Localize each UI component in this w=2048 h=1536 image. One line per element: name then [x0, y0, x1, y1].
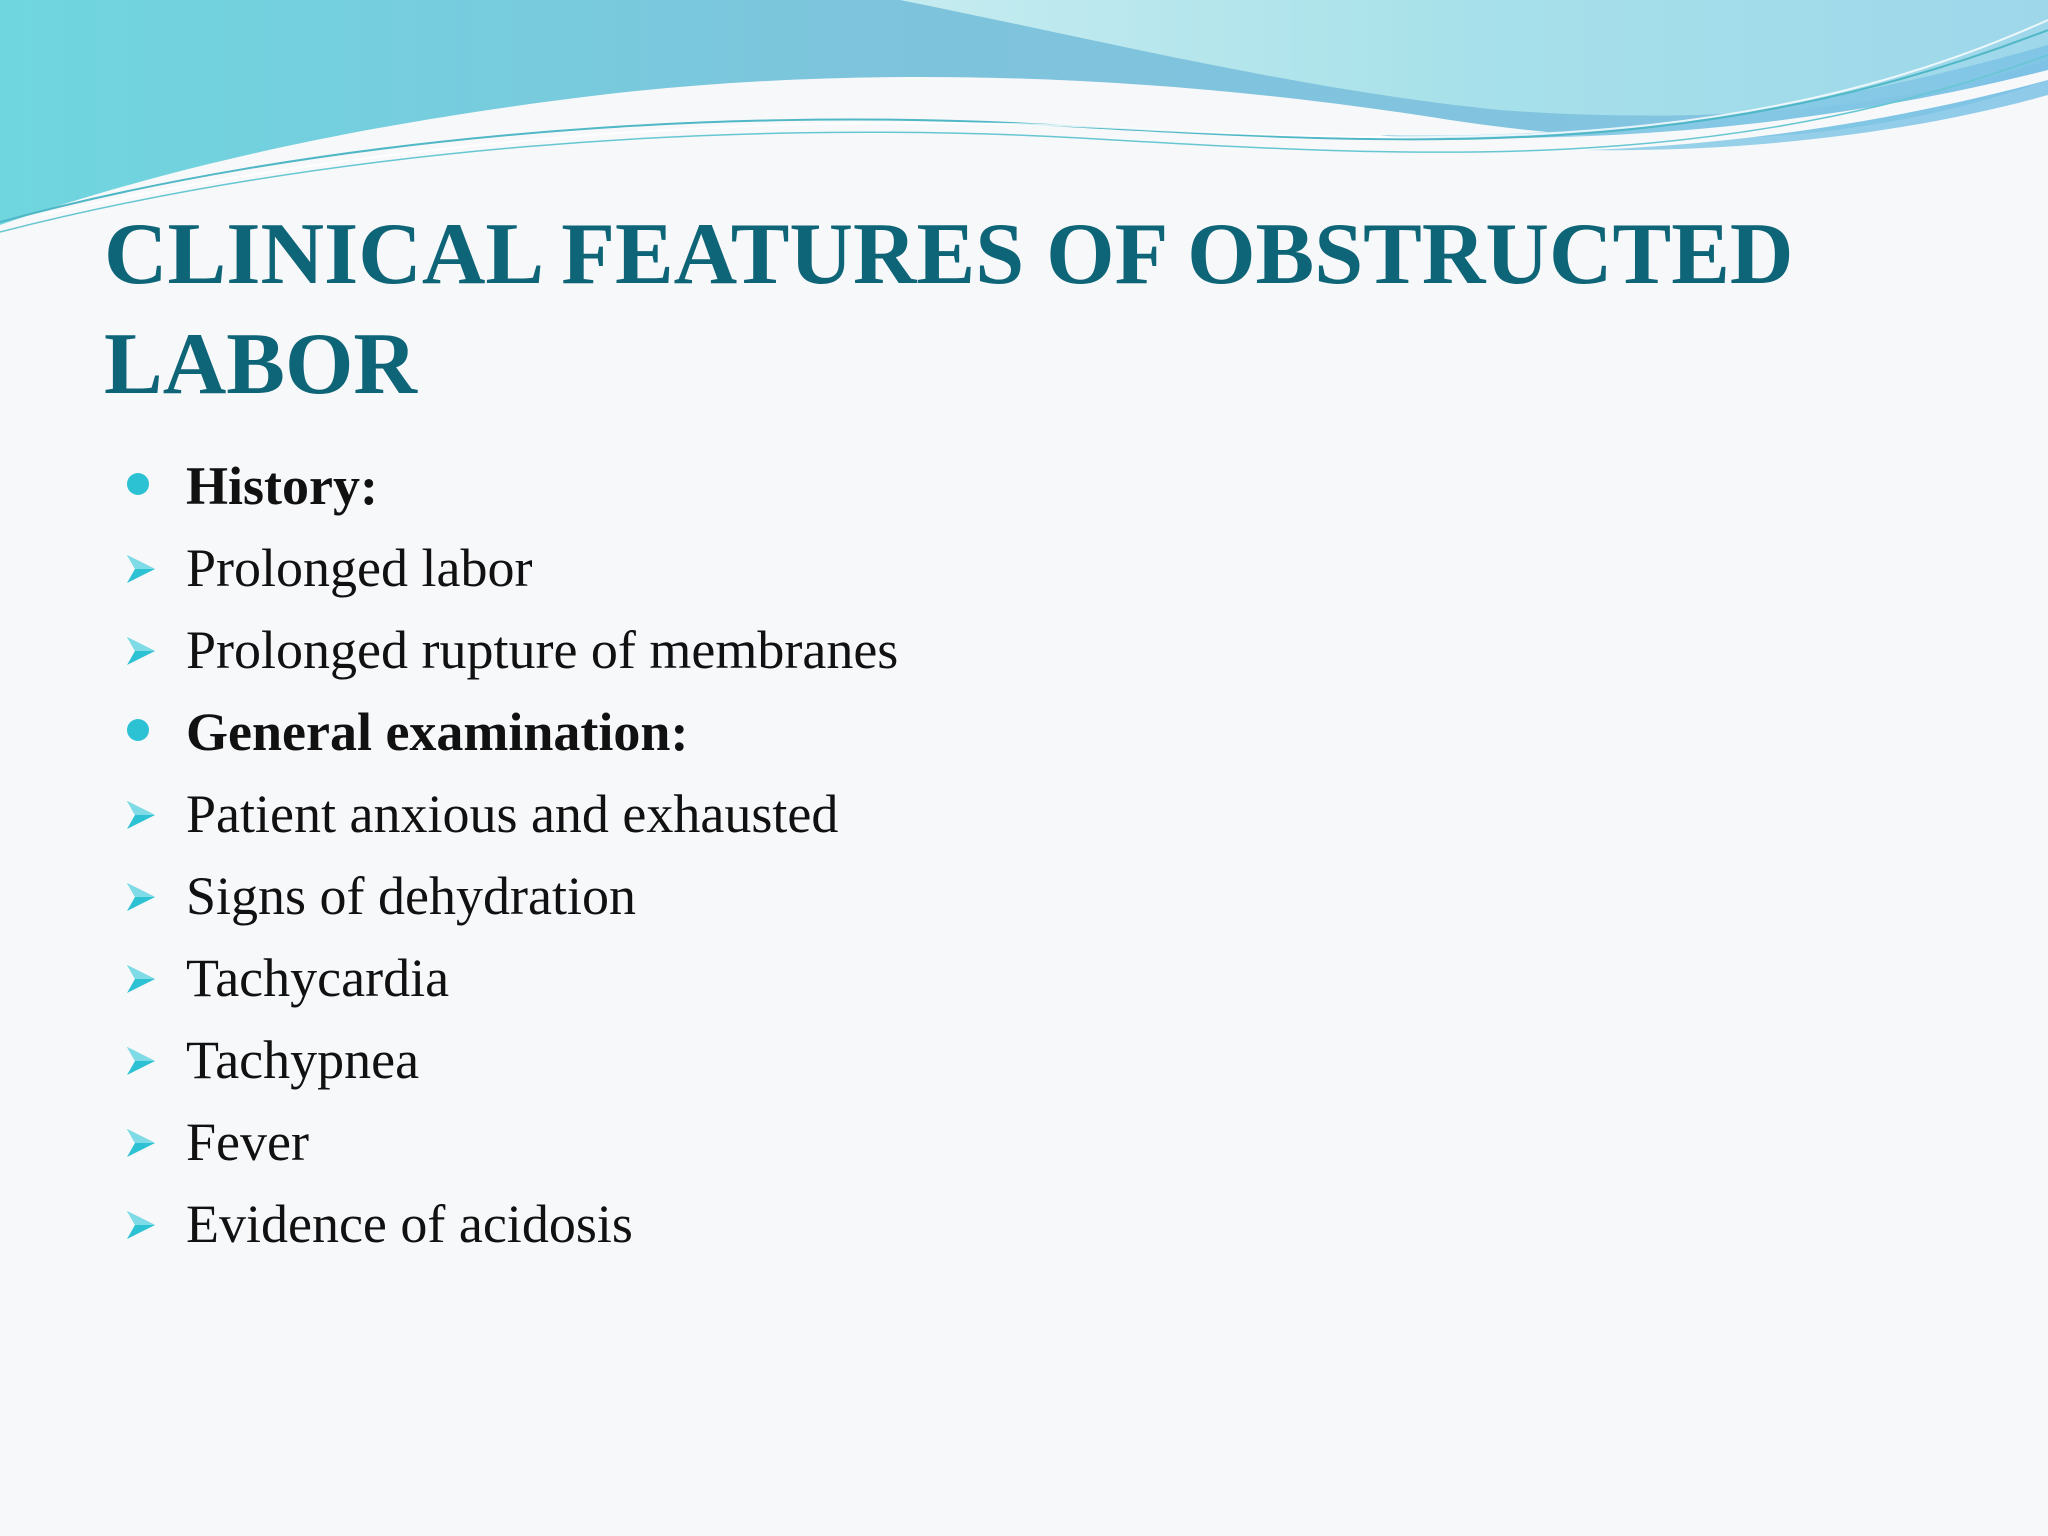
arrow-bullet-icon — [124, 1044, 158, 1078]
section-heading-general-examination: General examination: — [186, 702, 689, 762]
arrow-bullet-icon — [124, 1208, 158, 1242]
list-item-text: Signs of dehydration — [186, 866, 636, 926]
list-item — [124, 527, 1924, 609]
list-item-text: Prolonged labor — [186, 538, 533, 598]
list-item-text: Evidence of acidosis — [186, 1194, 633, 1254]
arrow-bullet-icon — [124, 552, 158, 586]
list-item-text: Fever — [186, 1112, 309, 1172]
list-item — [124, 609, 1924, 691]
list-item — [124, 1019, 1924, 1101]
list-item-text: Patient anxious and exhausted — [186, 784, 839, 844]
arrow-bullet-icon — [124, 962, 158, 996]
arrow-bullet-icon — [124, 1126, 158, 1160]
arrow-bullet-icon — [124, 798, 158, 832]
bullet-list — [124, 445, 1924, 1265]
list-item — [124, 691, 1924, 773]
section-heading-history: History: — [186, 456, 378, 516]
arrow-bullet-icon — [124, 880, 158, 914]
list-item — [124, 937, 1924, 1019]
list-item-text: Tachycardia — [186, 948, 450, 1008]
list-item — [124, 1101, 1924, 1183]
arrow-bullet-icon — [124, 634, 158, 668]
list-item-text: Prolonged rupture of membranes — [186, 620, 899, 680]
list-item — [124, 1183, 1924, 1265]
list-item-text: Tachypnea — [186, 1030, 420, 1090]
slide-title: CLINICAL FEATURES OF OBSTRUCTED LABOR — [104, 206, 1794, 413]
list-item — [124, 773, 1924, 855]
circle-bullet-icon — [127, 473, 149, 495]
list-item — [124, 445, 1924, 527]
circle-bullet-icon — [127, 719, 149, 741]
list-item — [124, 855, 1924, 937]
